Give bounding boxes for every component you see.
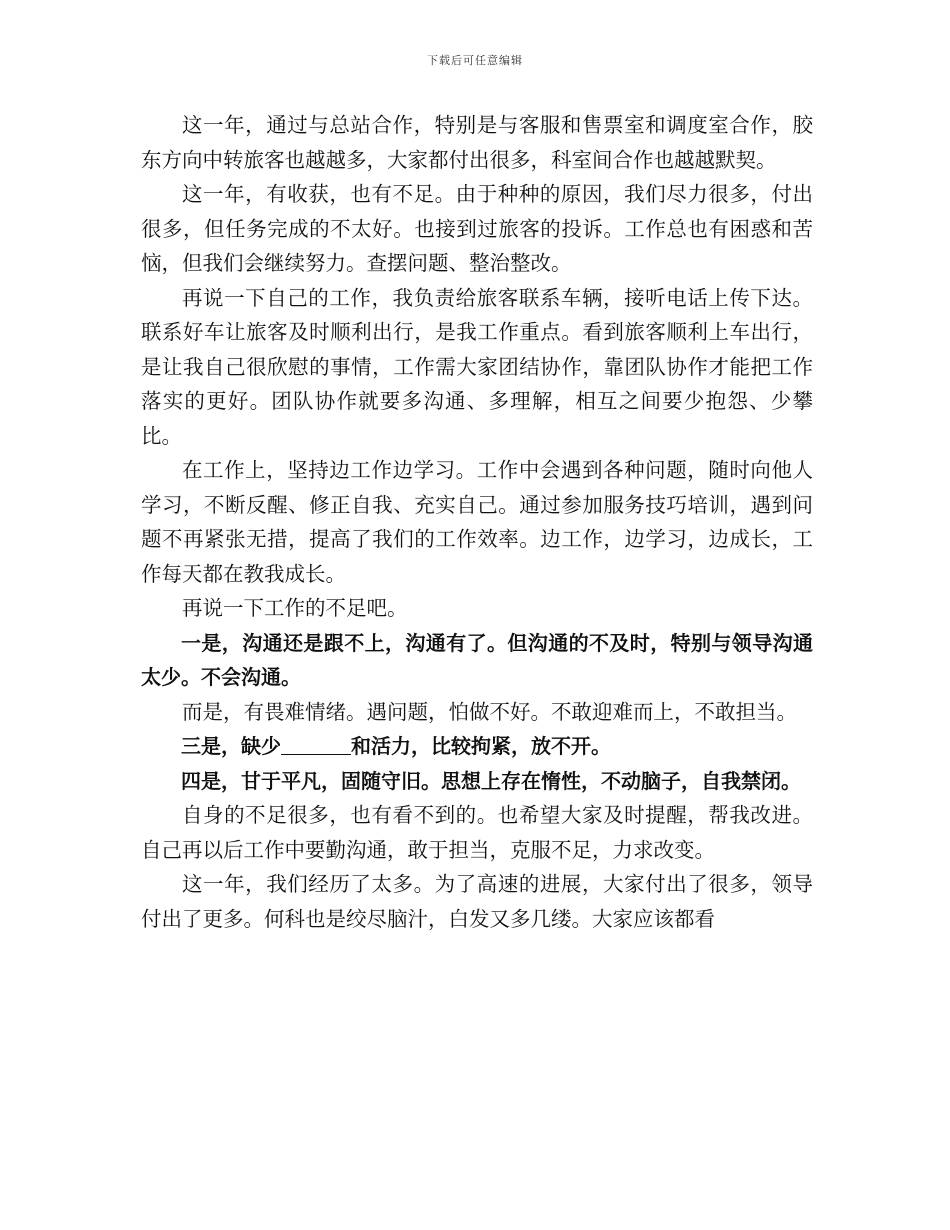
document-body <box>141 108 813 936</box>
paragraph-year-review: 这一年，我们经历了太多。为了高速的进展，大家付出了很多，领导付出了更多。何科也是绞尽脑汁，白发又多几缕。大家应该都看 <box>141 872 813 931</box>
paragraph-learning: 在工作上，坚持边工作边学习。工作中会遇到各种问题，随时向他人学习，不断反醒、修正自我、充实自己。通过参加服务技巧培训，遇到问题不再紧张无措，提高了我们的工作效率。边工作，边学习，边成长，工作每天都在教我成长。 <box>141 458 813 586</box>
paragraph-gains-and-shortfalls: 这一年，有收获，也有不足。由于种种的原因，我们尽力很多，付出很多，但任务完成的不太好。也接到过旅客的投诉。工作总也有困惑和苦恼，但我们会继续努力。查摆问题、整治整改。 <box>141 182 813 275</box>
paragraph-point-one: 一是，沟通还是跟不上，沟通有了。但沟通的不及时，特别与领导沟通太少。不会沟通。 <box>141 630 813 689</box>
paragraph-self-improvement: 自身的不足很多，也有看不到的。也希望大家及时提醒，帮我改进。自己再以后工作中要勤沟通，敢于担当，克服不足，力求改变。 <box>141 803 813 862</box>
page-header: 下载后可任意编辑 <box>427 54 523 67</box>
fill-in-blank <box>281 736 351 755</box>
paragraph-cooperation: 这一年，通过与总站合作，特别是与客服和售票室和调度室合作，胶东方向中转旅客也越越多，大家都付出很多，科室间合作也越越默契。 <box>141 113 813 172</box>
point-three-after: 和活力，比较拘紧，放不开。 <box>351 734 611 758</box>
paragraph-point-four: 四是，甘于平凡，固随守旧。思想上存在惰性，不动脑子，自我禁闭。 <box>181 768 801 793</box>
paragraph-shortcomings-intro: 再说一下工作的不足吧。 <box>182 596 408 620</box>
point-three-before: 三是，缺少 <box>181 734 281 758</box>
paragraph-point-three <box>141 729 813 764</box>
paragraph-point-two: 而是，有畏难情绪。遇问题，怕做不好。不敢迎难而上，不敢担当。 <box>182 699 797 724</box>
paragraph-own-work: 再说一下自己的工作，我负责给旅客联系车辆，接听电话上传下达。联系好车让旅客及时顺利出行，是我工作重点。看到旅客顺利上车出行，是让我自己很欣慰的事情，工作需大家团结协作，靠团队协作才能把工作落实的更好。团队协作就要多沟通、多理解，相互之间要少抱怨、少攀比。 <box>141 285 813 448</box>
